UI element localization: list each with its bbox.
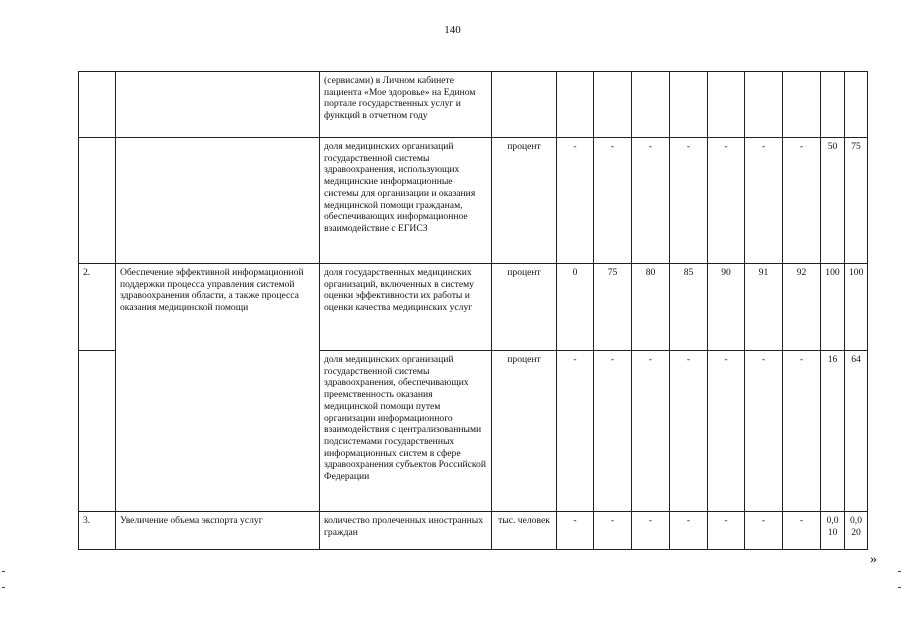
- value-cell: 50: [821, 138, 845, 264]
- value-cell: -: [670, 351, 708, 512]
- value-cell: -: [632, 138, 670, 264]
- value-cell: [845, 72, 868, 138]
- goal-cell: [116, 138, 320, 264]
- indicator-cell: (сервисами) в Личном кабинете пациента «Мое здоровье» на Едином портале государственных услуг и функций в отчетном году: [320, 72, 492, 138]
- scan-edge-mark: [898, 571, 901, 572]
- unit-cell: тыс. человек: [492, 512, 557, 550]
- value-cell: -: [557, 351, 594, 512]
- scan-edge-mark: [898, 587, 901, 588]
- value-cell: -: [745, 138, 783, 264]
- value-cell: -: [594, 512, 632, 550]
- goal-cell: Обеспечение эффективной информационной поддержки процесса управления системой здравоохранения области, а также процесса оказания медицинской помощи: [116, 264, 320, 512]
- unit-cell: процент: [492, 138, 557, 264]
- value-cell: -: [745, 351, 783, 512]
- scan-edge-mark: [2, 587, 5, 588]
- goal-cell: [116, 72, 320, 138]
- indicator-cell: доля медицинских организаций государственной системы здравоохранения, использующих медицинские информационные системы для организации и оказания медицинской помощи гражданам, обеспечивающих информационное взаимодействие с ЕГИСЗ: [320, 138, 492, 264]
- value-cell: 75: [594, 264, 632, 351]
- value-cell: [670, 72, 708, 138]
- indicator-cell: количество пролеченных иностранных граждан: [320, 512, 492, 550]
- value-cell: -: [708, 512, 745, 550]
- row-number-cell: 2.: [79, 264, 116, 351]
- value-cell: 16: [821, 351, 845, 512]
- value-cell: 90: [708, 264, 745, 351]
- value-cell: 80: [632, 264, 670, 351]
- value-cell: -: [594, 351, 632, 512]
- value-cell: -: [670, 512, 708, 550]
- value-cell: 0,010: [821, 512, 845, 550]
- unit-cell: процент: [492, 351, 557, 512]
- value-cell: -: [557, 138, 594, 264]
- value-cell: -: [708, 138, 745, 264]
- value-cell: -: [745, 512, 783, 550]
- row-number-cell: 3.: [79, 512, 116, 550]
- value-cell: [708, 72, 745, 138]
- row-number-cell: [79, 351, 116, 512]
- value-cell: -: [783, 138, 821, 264]
- table-row: [79, 138, 868, 264]
- value-cell: [745, 72, 783, 138]
- value-cell: [557, 72, 594, 138]
- unit-cell: [492, 72, 557, 138]
- value-cell: 91: [745, 264, 783, 351]
- value-cell: 0,020: [845, 512, 868, 550]
- value-cell: 85: [670, 264, 708, 351]
- table-row: [79, 512, 868, 550]
- value-cell: 0: [557, 264, 594, 351]
- indicators-table: [78, 71, 868, 550]
- goal-cell: Увеличение объема экспорта услуг: [116, 512, 320, 550]
- value-cell: -: [708, 351, 745, 512]
- value-cell: [594, 72, 632, 138]
- value-cell: -: [557, 512, 594, 550]
- value-cell: -: [632, 512, 670, 550]
- closing-quote-mark: »: [870, 552, 877, 567]
- unit-cell: процент: [492, 264, 557, 351]
- indicator-cell: доля государственных медицинских организаций, включенных в систему оценки эффективности их работы и оценки качества медицинских услуг: [320, 264, 492, 351]
- value-cell: 100: [845, 264, 868, 351]
- value-cell: -: [632, 351, 670, 512]
- value-cell: 75: [845, 138, 868, 264]
- page-number: 140: [444, 24, 461, 36]
- value-cell: 64: [845, 351, 868, 512]
- value-cell: -: [783, 512, 821, 550]
- row-number-cell: [79, 138, 116, 264]
- indicator-cell: доля медицинских организаций государственной системы здравоохранения, обеспечивающих преемственность оказания медицинской помощи путем организации информационного взаимодействия с централизованными подсистемами государственных информационных систем в сфере здравоохранения субъектов Российской Федерации: [320, 351, 492, 512]
- value-cell: [632, 72, 670, 138]
- value-cell: -: [783, 351, 821, 512]
- scan-edge-mark: [2, 571, 5, 572]
- value-cell: [783, 72, 821, 138]
- row-number-cell: [79, 72, 116, 138]
- value-cell: [821, 72, 845, 138]
- table-row: [79, 264, 868, 351]
- value-cell: 100: [821, 264, 845, 351]
- value-cell: -: [670, 138, 708, 264]
- table-row: [79, 72, 868, 138]
- value-cell: -: [594, 138, 632, 264]
- value-cell: 92: [783, 264, 821, 351]
